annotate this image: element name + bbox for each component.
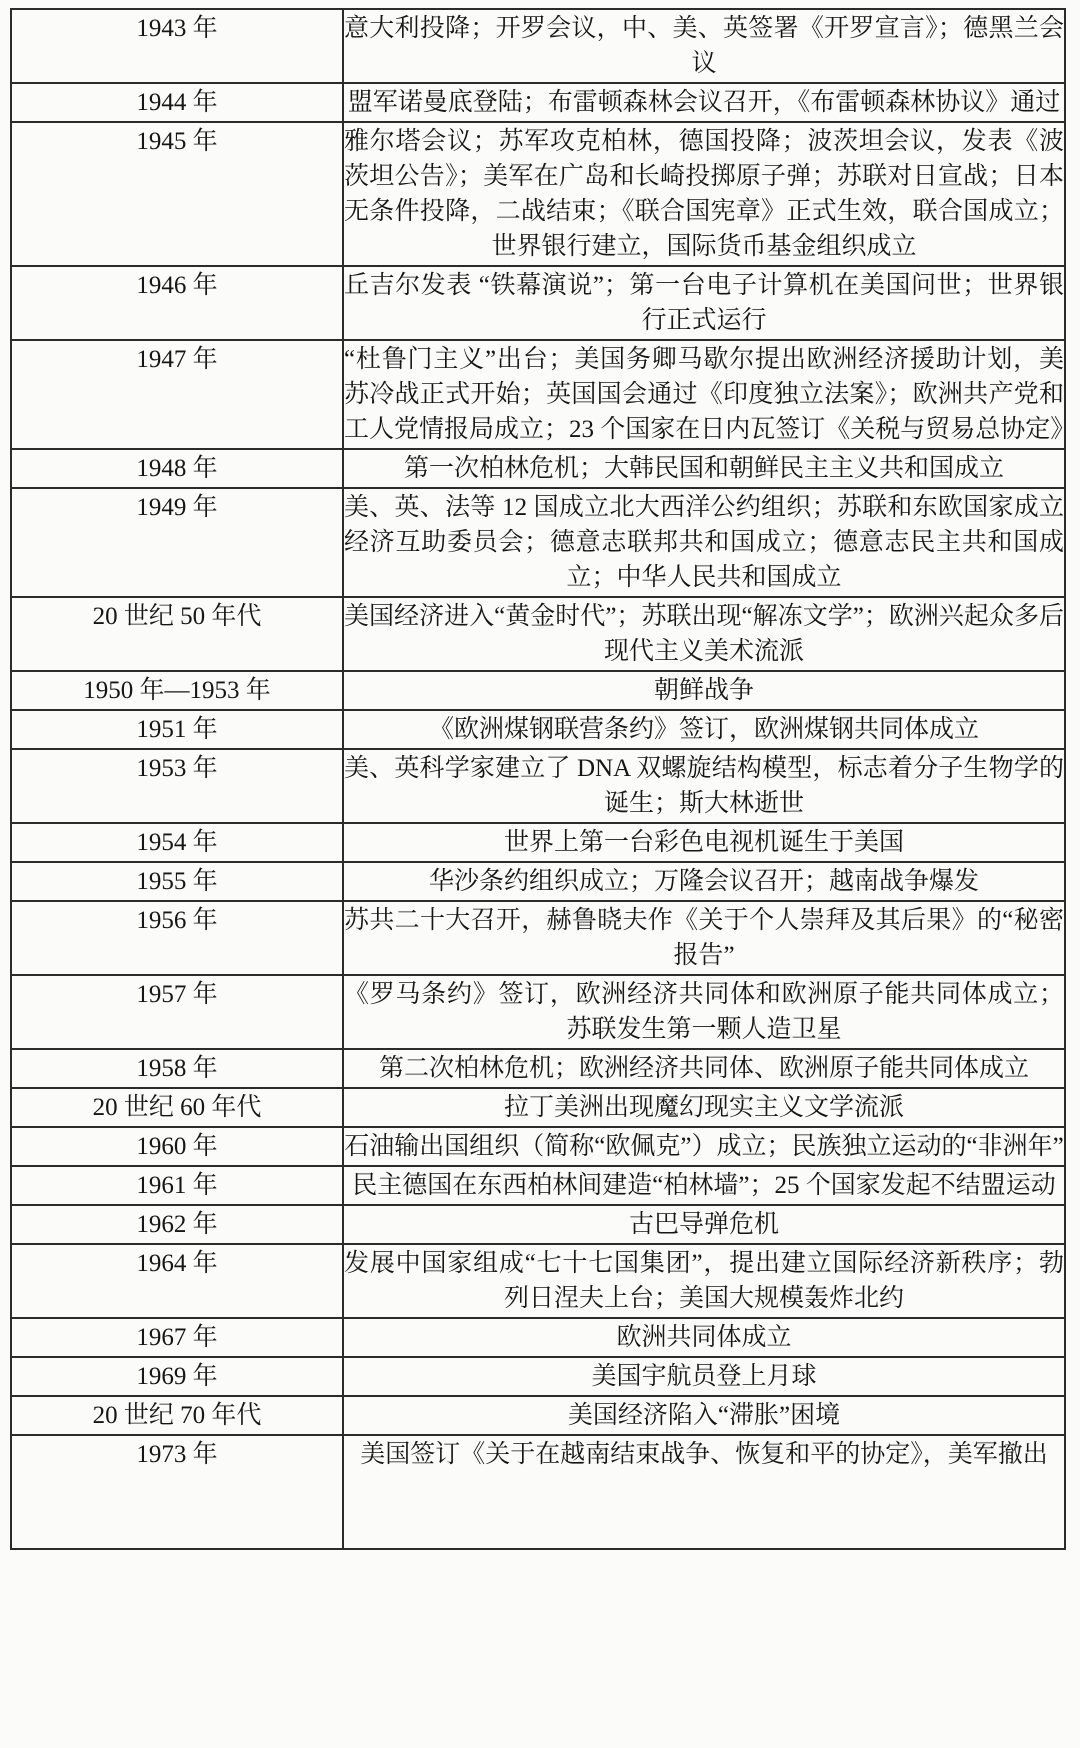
table-row: [11, 266, 1065, 340]
year-cell: 1945 年: [11, 122, 343, 266]
table-row: [11, 340, 1065, 449]
year-cell: 20 世纪 50 年代: [11, 597, 343, 671]
table-row: [11, 122, 1065, 266]
table-row: [11, 1205, 1065, 1244]
events-cell: 世界上第一台彩色电视机诞生于美国: [343, 823, 1065, 862]
events-cell: 朝鲜战争: [343, 671, 1065, 710]
events-cell: 欧洲共同体成立: [343, 1318, 1065, 1357]
events-cell: 意大利投降；开罗会议，中、美、英签署《开罗宣言》；德黑兰会议: [343, 9, 1065, 83]
year-cell: 1950 年—1953 年: [11, 671, 343, 710]
year-cell: 1957 年: [11, 975, 343, 1049]
events-cell: 美、英、法等 12 国成立北大西洋公约组织；苏联和东欧国家成立经济互助委员会；德意志联邦共和国成立；德意志民主共和国成立；中华人民共和国成立: [343, 488, 1065, 597]
events-cell: 发展中国家组成“七十七国集团”，提出建立国际经济新秩序；勃列日涅夫上台；美国大规模轰炸北约: [343, 1244, 1065, 1318]
events-cell: 民主德国在东西柏林间建造“柏林墙”；25 个国家发起不结盟运动: [343, 1166, 1065, 1205]
events-cell: 苏共二十大召开，赫鲁晓夫作《关于个人崇拜及其后果》的“秘密报告”: [343, 901, 1065, 975]
year-cell: 1962 年: [11, 1205, 343, 1244]
year-cell: 1961 年: [11, 1166, 343, 1205]
events-cell: 《罗马条约》签订，欧洲经济共同体和欧洲原子能共同体成立；苏联发生第一颗人造卫星: [343, 975, 1065, 1049]
year-cell: 1949 年: [11, 488, 343, 597]
events-cell: 拉丁美洲出现魔幻现实主义文学流派: [343, 1088, 1065, 1127]
events-cell: 华沙条约组织成立；万隆会议召开；越南战争爆发: [343, 862, 1065, 901]
table-row: [11, 1357, 1065, 1396]
events-cell: 美国经济陷入“滞胀”困境: [343, 1396, 1065, 1435]
year-cell: 1973 年: [11, 1435, 343, 1549]
events-cell: 古巴导弹危机: [343, 1205, 1065, 1244]
year-cell: 1956 年: [11, 901, 343, 975]
events-cell: 盟军诺曼底登陆；布雷顿森林会议召开，《布雷顿森林协议》通过: [343, 83, 1065, 122]
table-row: [11, 1244, 1065, 1318]
events-cell: “杜鲁门主义”出台；美国务卿马歇尔提出欧洲经济援助计划，美苏冷战正式开始；英国国会通过《印度独立法案》；欧洲共产党和工人党情报局成立；23 个国家在日内瓦签订《关税与贸易总协定》: [343, 340, 1065, 449]
year-cell: 1960 年: [11, 1127, 343, 1166]
year-cell: 1964 年: [11, 1244, 343, 1318]
table-row: [11, 749, 1065, 823]
table-row: [11, 1318, 1065, 1357]
table-row: [11, 862, 1065, 901]
year-cell: 1958 年: [11, 1049, 343, 1088]
table-row: [11, 1435, 1065, 1549]
table-row: [11, 83, 1065, 122]
events-cell: 石油输出国组织（简称“欧佩克”）成立；民族独立运动的“非洲年”: [343, 1127, 1065, 1166]
events-cell: 美国宇航员登上月球: [343, 1357, 1065, 1396]
events-cell: 雅尔塔会议；苏军攻克柏林，德国投降；波茨坦会议，发表《波茨坦公告》；美军在广岛和长崎投掷原子弹；苏联对日宣战；日本无条件投降，二战结束；《联合国宪章》正式生效，联合国成立；世界银行建立，国际货币基金组织成立: [343, 122, 1065, 266]
events-cell: 第二次柏林危机；欧洲经济共同体、欧洲原子能共同体成立: [343, 1049, 1065, 1088]
year-cell: 1943 年: [11, 9, 343, 83]
table-row: [11, 975, 1065, 1049]
table-row: [11, 710, 1065, 749]
events-cell: 丘吉尔发表 “铁幕演说”；第一台电子计算机在美国问世；世界银行正式运行: [343, 266, 1065, 340]
year-cell: 1951 年: [11, 710, 343, 749]
year-cell: 1948 年: [11, 449, 343, 488]
table-row: [11, 449, 1065, 488]
table-row: [11, 1396, 1065, 1435]
year-cell: 1944 年: [11, 83, 343, 122]
events-cell: 美国经济进入“黄金时代”；苏联出现“解冻文学”；欧洲兴起众多后现代主义美术流派: [343, 597, 1065, 671]
year-cell: 1953 年: [11, 749, 343, 823]
table-row: [11, 9, 1065, 83]
year-cell: 1954 年: [11, 823, 343, 862]
table-row: [11, 671, 1065, 710]
timeline-table: [10, 8, 1076, 1550]
year-cell: 20 世纪 70 年代: [11, 1396, 343, 1435]
events-cell: 第一次柏林危机；大韩民国和朝鲜民主主义共和国成立: [343, 449, 1065, 488]
table-row: [11, 1088, 1065, 1127]
events-cell: 《欧洲煤钢联营条约》签订，欧洲煤钢共同体成立: [343, 710, 1065, 749]
table-row: [11, 1049, 1065, 1088]
year-cell: 1967 年: [11, 1318, 343, 1357]
year-cell: 1969 年: [11, 1357, 343, 1396]
table-row: [11, 1166, 1065, 1205]
table-row: [11, 1127, 1065, 1166]
year-cell: 1955 年: [11, 862, 343, 901]
events-cell: 美、英科学家建立了 DNA 双螺旋结构模型，标志着分子生物学的诞生；斯大林逝世: [343, 749, 1065, 823]
table-row: [11, 597, 1065, 671]
year-cell: 20 世纪 60 年代: [11, 1088, 343, 1127]
events-cell: 美国签订《关于在越南结束战争、恢复和平的协定》，美军撤出: [343, 1435, 1065, 1549]
table-row: [11, 823, 1065, 862]
year-cell: 1947 年: [11, 340, 343, 449]
table-row: [11, 901, 1065, 975]
table-row: [11, 488, 1065, 597]
year-cell: 1946 年: [11, 266, 343, 340]
